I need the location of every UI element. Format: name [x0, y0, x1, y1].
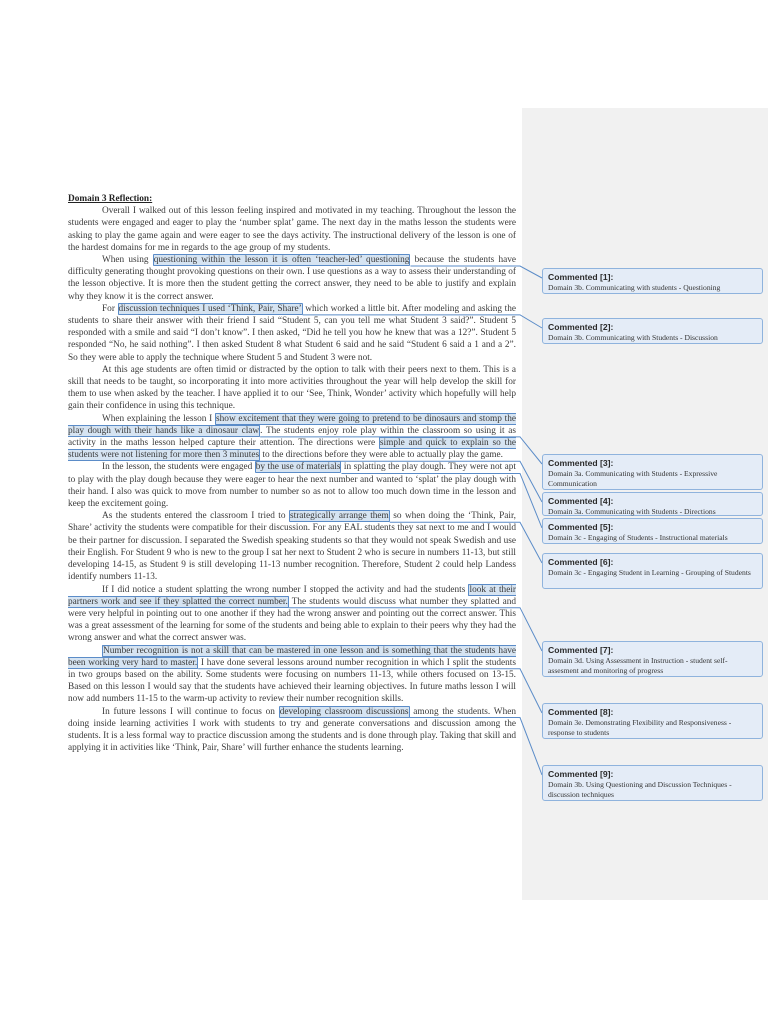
text-run: so when doing the ‘Think, Pair, Share’ activity the students were compatible for their discussion. For any EAL students they sat next to me and I would be their partner for discussion. I separated the Swedish speaking students so that they would not speak Swedish and use their English. For Student 9 who is new to the group I sat her next to Student 2 who is secure in numbers 11-13, but still developing 14-15, as Student 9 is still developing 11-13 number recognition. Therefore, Student 2 could help Landess identify numbers 11-13.: [68, 511, 516, 583]
comment-text: Domain 3a. Communicating with Students - Directions: [548, 507, 716, 516]
paragraph: [68, 254, 516, 303]
paragraph: [68, 364, 516, 413]
comment-balloon-7[interactable]: [542, 641, 763, 677]
comment-label: Commented [8]:: [548, 707, 614, 717]
comment-anchor-4[interactable]: simple and quick to explain so the students were not listening for more then 3 minutes: [68, 438, 516, 461]
comment-text: Domain 3b. Communicating with Students - Discussion: [548, 333, 718, 342]
text-run: because the students have difficulty generating thought provoking questions on their own. I use questions as a way to assess their understanding of the lesson objective. It is more then the student getting the correct answer, they need to be able to justify and explain why they know it is the correct answer.: [68, 255, 517, 302]
paragraph: [68, 584, 516, 645]
comment-balloon-6[interactable]: [542, 553, 763, 589]
text-run: If I did notice a student splatting the wrong number I stopped the activity and had the students: [102, 584, 469, 595]
comment-text: Domain 3e. Demonstrating Flexibility and Responsiveness - response to students: [548, 718, 732, 737]
comment-label: Commented [4]:: [548, 496, 614, 506]
text-run: in splatting the play dough. They were not apt to play with the play dough because they were eager to hear the next number and wanted to ‘splat’ the play dough with their hand. I also was quick to move from number to number so as not to allow too much down time in the lesson and keep the excitement going.: [68, 462, 516, 510]
section-heading: Domain 3 Reflection:: [68, 194, 153, 204]
text-run: which worked a little bit. After modeling and asking the students to share their answer with their friend I said “Student 5, can you tell me what Student 3 said?”. Student 5 responded with a smile and said “I don’t know”. I then asked, “Did he tell you how he knew that was a 12?”. Student 5 responded “No, he said nothing”. I then asked Student 8 what Student 6 said and he said “Student 6 said a 1 and a 2”. So they were able to apply the technique where Student 5 and Student 3 were not.: [68, 303, 516, 363]
text-run: . The students enjoy role play within the classroom so using it as activity in the maths lesson helped capture their attention. The directions were: [68, 425, 517, 449]
comment-text: Domain 3a. Communicating with Students - Expressive Communication: [548, 469, 718, 488]
comment-text: Domain 3c - Engaging Student in Learning - Grouping of Students: [548, 568, 751, 577]
comment-anchor-9[interactable]: developing classroom discussions: [279, 706, 409, 717]
comment-balloon-1[interactable]: [542, 268, 763, 294]
text-run: When using: [102, 255, 153, 266]
text-run: In future lessons I will continue to focus on: [102, 706, 279, 717]
comment-text: Domain 3d. Using Assessment in Instruction - student self-assesment and monitoring of progress: [548, 656, 728, 675]
comment-balloon-5[interactable]: [542, 518, 763, 544]
paragraph: [68, 706, 516, 755]
comment-anchor-5[interactable]: by the use of materials: [255, 462, 341, 473]
comment-balloon-8[interactable]: [542, 703, 763, 739]
text-run: Overall I walked out of this lesson feeling inspired and motivated in my teaching. Throughout the lesson the students were engaged and eager to play the ‘number splat’ game. The next day in the maths lesson the students were asking to play the game again and were eager to see the days activity. The instructional delivery of the lesson is one of the hardest domains for me in regards to the age group of my students.: [68, 206, 516, 253]
comment-anchor-6[interactable]: strategically arrange them: [290, 511, 389, 522]
comment-label: Commented [5]:: [548, 522, 614, 532]
paragraph: [68, 413, 516, 462]
comment-label: Commented [3]:: [548, 458, 614, 468]
comment-label: Commented [7]:: [548, 645, 614, 655]
paragraphs: [68, 205, 516, 754]
comment-label: Commented [6]:: [548, 557, 614, 567]
comment-label: Commented [2]:: [548, 322, 614, 332]
comment-anchor-3[interactable]: show excitement that they were going to pretend to be dinosaurs and stomp the play dough with their hands like a dinosaur claw: [68, 413, 516, 436]
comment-balloon-4[interactable]: [542, 492, 763, 516]
text-run: At this age students are often timid or distracted by the option to talk with their peers next to them. This is a skill that needs to be taught, so incorporating it into more activities throughout the year will help develop the skill for them to use when asked by the teacher. I have applied it to our ‘See, Think, Wonder’ activity which hopefully will help gain their confidence in using this technique.: [68, 364, 516, 412]
comment-text: Domain 3b. Using Questioning and Discussion Techniques - discussion techniques: [548, 780, 732, 799]
paragraph: [68, 645, 516, 706]
comment-anchor-1[interactable]: questioning within the lesson it is often ‘teacher-led’ questioning: [153, 255, 410, 266]
comment-balloon-3[interactable]: [542, 454, 763, 490]
comment-anchor-8[interactable]: Number recognition is not a skill that can be mastered in one lesson and is something that the students have been working very hard to master.: [68, 645, 516, 668]
paragraph: [68, 461, 516, 510]
text-run: As the students entered the classroom I tried to: [102, 511, 289, 522]
text-run: For: [102, 303, 118, 314]
paragraph: [68, 303, 516, 364]
comment-text: Domain 3c - Engaging of Students - Instructional materials: [548, 533, 728, 542]
text-run: When explaining the lesson I: [102, 413, 216, 424]
paragraph: [68, 205, 516, 254]
text-run: to the directions before they were able to actually play the game.: [260, 450, 503, 461]
comment-label: Commented [9]:: [548, 769, 614, 779]
comment-anchor-2[interactable]: discussion techniques I used ‘Think, Pair, Share’: [118, 303, 302, 314]
text-run: among the students. When doing inside learning activities I work with students to try and generate conversations and discussion among the students. It is a less formal way to practice discussion among the students and is done through play. Taking that skill and applying it in activities like ‘Think, Pair, Share’ will further enhance the students learning.: [68, 706, 516, 754]
comment-balloon-2[interactable]: [542, 318, 763, 344]
document-body: [68, 193, 516, 754]
paragraph: [68, 510, 516, 583]
text-run: I have done several lessons around number recognition in which I split the students in two groups based on the ability. Some students were focusing on numbers 11-13, while others focused on 13-15. Based on this lesson I would say that the students have achieved their learning objectives. In future maths lesson I will now add numbers 11-15 to the warm-up activity to review their number recognition skills.: [68, 657, 516, 705]
text-run: The students would discuss what number they splatted and were very helpful in pointing out to one another if they had the wrong answer and pointing out the correct answer. This was a great assessment of the learning for some of the students and being able to explain to their peers why they had the wrong answer and what the correct answer was.: [68, 596, 516, 644]
comment-label: Commented [1]:: [548, 272, 614, 282]
comment-text: Domain 3b. Communicating with students - Questioning: [548, 283, 721, 292]
comment-anchor-7[interactable]: look at their partners work and see if they splatted the correct number.: [68, 584, 516, 607]
text-run: In the lesson, the students were engaged: [102, 462, 255, 473]
comment-balloon-9[interactable]: [542, 765, 763, 801]
